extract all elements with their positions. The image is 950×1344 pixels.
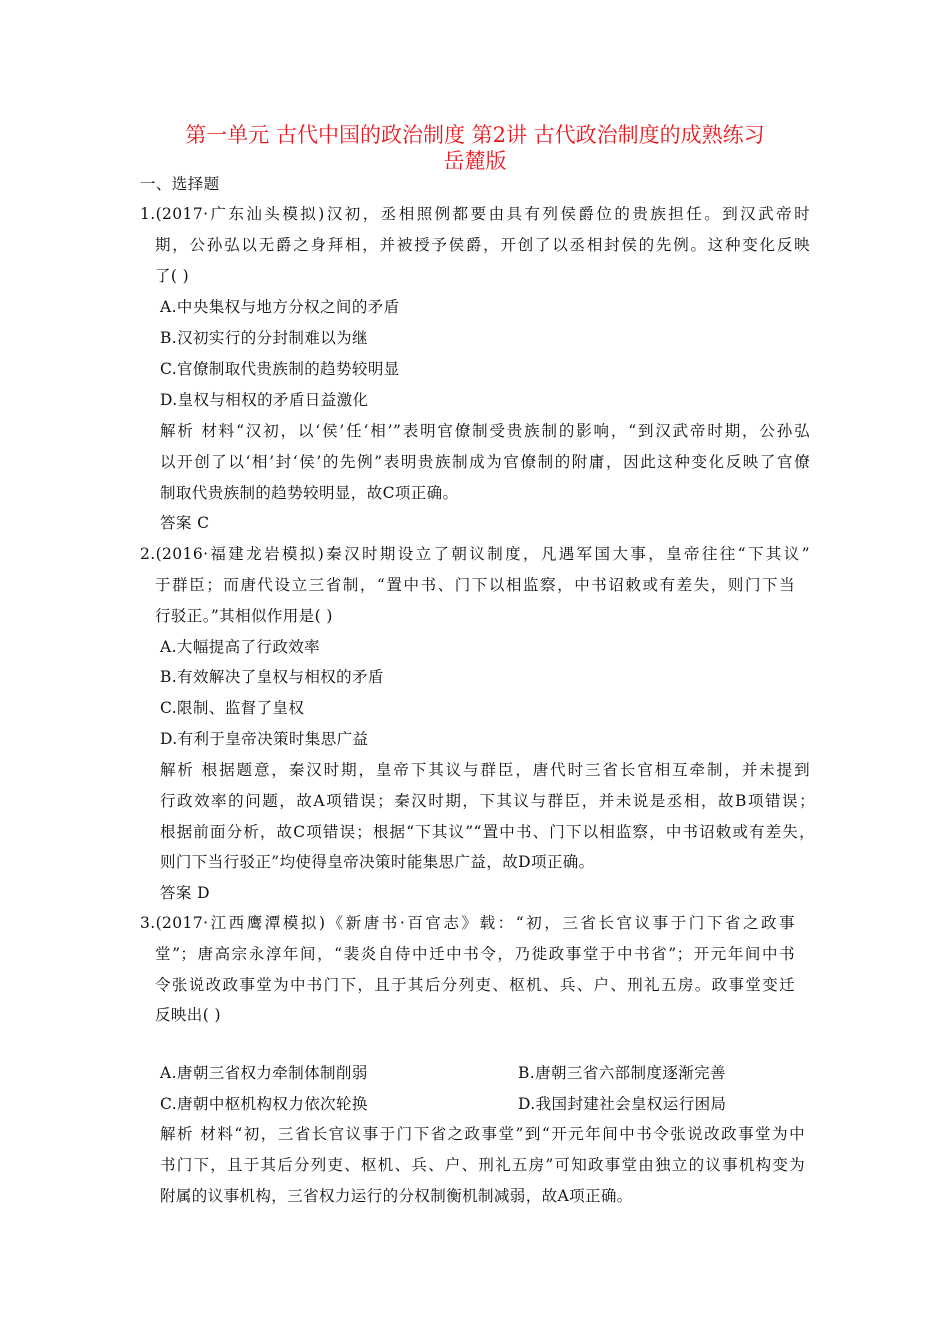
document-subtitle: 岳麓版: [443, 149, 507, 173]
q3-analysis-line: 解析 材料“初，三省长官议事于门下省之政事堂”到“开元年间中书令张说改政事堂为中: [160, 1125, 805, 1143]
q2-option-b: B.有效解决了皇权与相权的矛盾: [160, 668, 384, 686]
q1-answer: 答案 C: [160, 514, 210, 532]
q1-option-d: D.皇权与相权的矛盾日益激化: [160, 391, 369, 409]
section-heading: 一、选择题: [140, 175, 220, 193]
q2-analysis-line: 则门下当行驳正”均使得皇帝决策时能集思广益，故D项正确。: [160, 853, 595, 871]
q1-option-b: B.汉初实行的分封制难以为继: [160, 329, 368, 347]
q1-option-c: C.官僚制取代贵族制的趋势较明显: [160, 360, 400, 378]
q2-option-d: D.有利于皇帝决策时集思广益: [160, 730, 369, 748]
q3-stem-line: 反映出( ): [155, 1006, 221, 1024]
q3-stem-line: 3.(2017·江西鹰潭模拟)《新唐书·百官志》载：“初，三省长官议事于门下省之政事: [140, 914, 795, 932]
q1-analysis-line: 制取代贵族制的趋势较明显，故C项正确。: [160, 484, 459, 502]
q3-option-a: A.唐朝三省权力牵制体制削弱: [160, 1064, 368, 1082]
q1-option-a: A.中央集权与地方分权之间的矛盾: [160, 298, 400, 316]
q1-stem-line: 1.(2017·广东汕头模拟)汉初，丞相照例都要由具有列侯爵位的贵族担任。到汉武帝时: [140, 205, 810, 223]
q3-option-c: C.唐朝中枢机构权力依次轮换: [160, 1095, 368, 1113]
q2-analysis-line: 解析 根据题意，秦汉时期，皇帝下其议与群臣，唐代时三省长官相互牵制，并未提到: [160, 761, 810, 779]
q3-stem-line: 令张说改政事堂为中书门下，且于其后分列吏、枢机、兵、户、刑礼五房。政事堂变迁: [155, 976, 795, 994]
q2-answer: 答案 D: [160, 884, 210, 902]
q2-stem-line: 于群臣；而唐代设立三省制，“置中书、门下以相监察，中书诏敕或有差失，则门下当: [155, 576, 795, 594]
document-title: 第一单元 古代中国的政治制度 第2讲 古代政治制度的成熟练习: [185, 123, 765, 147]
q3-stem-line: 堂”；唐高宗永淳年间，“裴炎自侍中迁中书令，乃徙政事堂于中书省”；开元年间中书: [155, 945, 795, 963]
q2-option-c: C.限制、监督了皇权: [160, 699, 305, 717]
q2-analysis-line: 根据前面分析，故C项错误；根据“下其议”“置中书、门下以相监察，中书诏敕或有差失，: [160, 823, 815, 841]
q3-option-b: B.唐朝三省六部制度逐渐完善: [518, 1064, 726, 1082]
q1-analysis-line: 以开创了以‘相’封‘侯’的先例”表明贵族制成为官僚制的附庸，因此这种变化反映了官僚: [160, 453, 810, 471]
q3-analysis-line: 书门下，且于其后分列吏、枢机、兵、户、刑礼五房”可知政事堂由独立的议事机构变为: [160, 1156, 805, 1174]
q3-option-d: D.我国封建社会皇权运行困局: [518, 1095, 727, 1113]
q3-analysis-line: 附属的议事机构，三省权力运行的分权制衡机制减弱，故A项正确。: [160, 1187, 633, 1205]
q2-stem-line: 2.(2016·福建龙岩模拟)秦汉时期设立了朝议制度，凡遇军国大事，皇帝往往“下其议”: [140, 545, 810, 563]
q2-option-a: A.大幅提高了行政效率: [160, 638, 321, 656]
q2-analysis-line: 行政效率的问题，故A项错误；秦汉时期，下其议与群臣，并未说是丞相，故B项错误；: [160, 792, 815, 810]
q2-stem-line: 行驳正。”其相似作用是( ): [155, 607, 333, 625]
q1-analysis-line: 解析 材料“汉初，以‘侯’任‘相’”表明官僚制受贵族制的影响，“到汉武帝时期，公孙弘: [160, 422, 810, 440]
q1-stem-line: 了( ): [155, 267, 190, 285]
q1-stem-line: 期，公孙弘以无爵之身拜相，并被授予侯爵，开创了以丞相封侯的先例。这种变化反映: [155, 236, 810, 254]
